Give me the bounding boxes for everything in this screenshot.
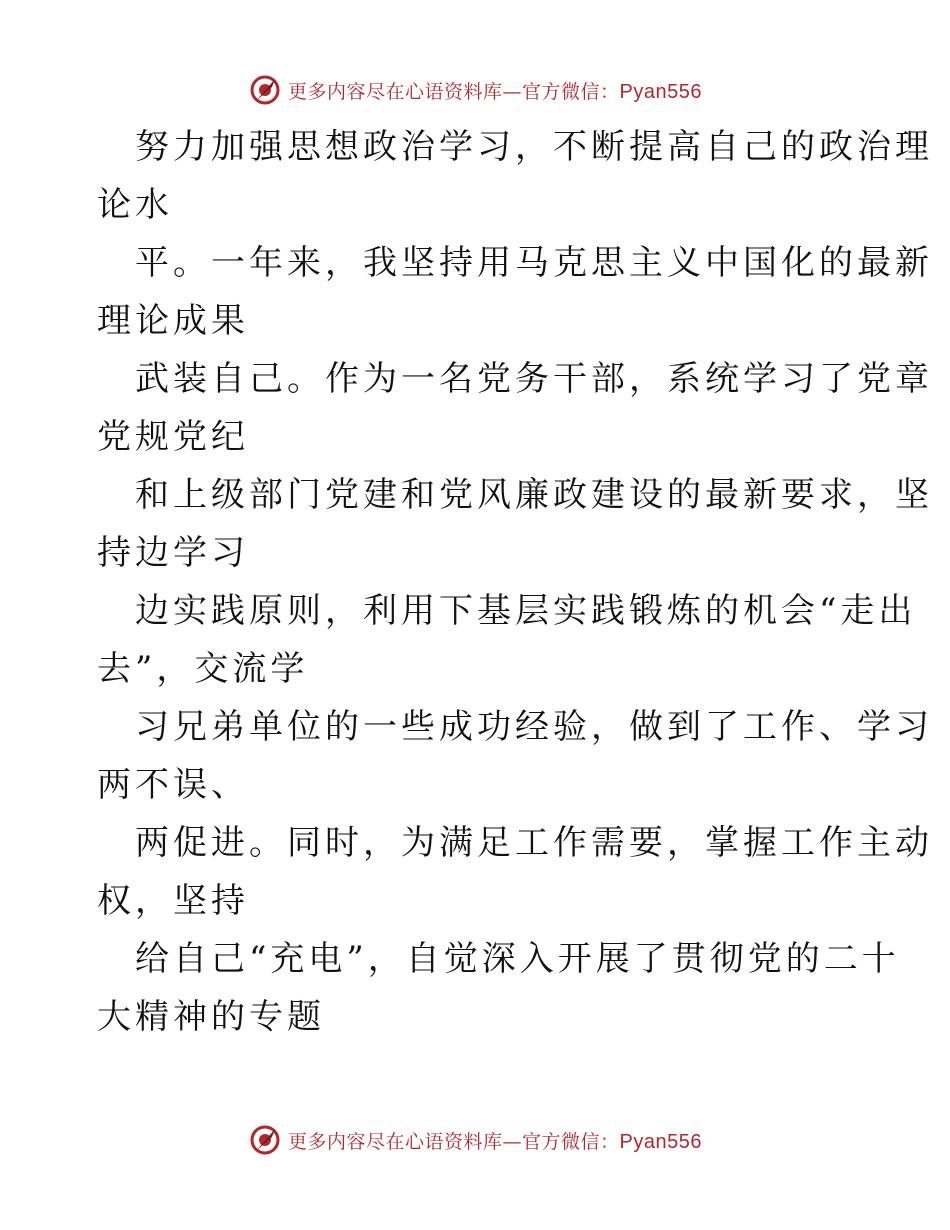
paragraph-line: 两不误、 xyxy=(97,765,249,805)
paragraph xyxy=(97,814,933,930)
quill-logo-icon xyxy=(248,1123,282,1157)
footer-watermark xyxy=(0,1120,950,1160)
paragraph xyxy=(97,582,917,698)
paragraph xyxy=(97,118,933,234)
paragraph xyxy=(97,466,933,582)
paragraph xyxy=(97,350,933,466)
paragraph-line: 平。一年来，我坚持用马克思主义中国化的最新 xyxy=(135,243,933,283)
paragraph xyxy=(97,930,900,1046)
paragraph-line: 努力加强思想政治学习，不断提高自己的政治理 xyxy=(135,127,933,167)
watermark-wechat-id: Pyan556 xyxy=(619,1130,702,1153)
paragraph xyxy=(97,698,933,814)
document-body xyxy=(97,118,933,1046)
paragraph-line: 权，坚持 xyxy=(97,881,249,921)
paragraph-line: 和上级部门党建和党风廉政建设的最新要求，坚 xyxy=(135,475,933,515)
paragraph-line: 给自己“充电”，自觉深入开展了贯彻党的二十 xyxy=(135,939,900,979)
paragraph-line: 边实践原则，利用下基层实践锻炼的机会“走出 xyxy=(135,591,917,631)
paragraph-line: 党规党纪 xyxy=(97,417,249,457)
quill-logo-icon xyxy=(248,73,282,107)
watermark-text: 更多内容尽在心语资料库—官方微信：Pyan556 xyxy=(288,1130,702,1153)
paragraph-line: 持边学习 xyxy=(97,533,249,573)
paragraph-line: 武装自己。作为一名党务干部，系统学习了党章 xyxy=(135,359,933,399)
watermark-wechat-id: Pyan556 xyxy=(619,80,702,103)
paragraph-line: 理论成果 xyxy=(97,301,249,341)
paragraph xyxy=(97,234,933,350)
watermark-text: 更多内容尽在心语资料库—官方微信：Pyan556 xyxy=(288,80,702,103)
paragraph-line: 去”，交流学 xyxy=(97,649,309,689)
paragraph-line: 两促进。同时，为满足工作需要，掌握工作主动 xyxy=(135,823,933,863)
header-watermark xyxy=(0,70,950,110)
paragraph-line: 习兄弟单位的一些成功经验，做到了工作、学习 xyxy=(135,707,933,747)
paragraph-line: 大精神的专题 xyxy=(97,997,325,1037)
paragraph-line: 论水 xyxy=(97,185,173,225)
